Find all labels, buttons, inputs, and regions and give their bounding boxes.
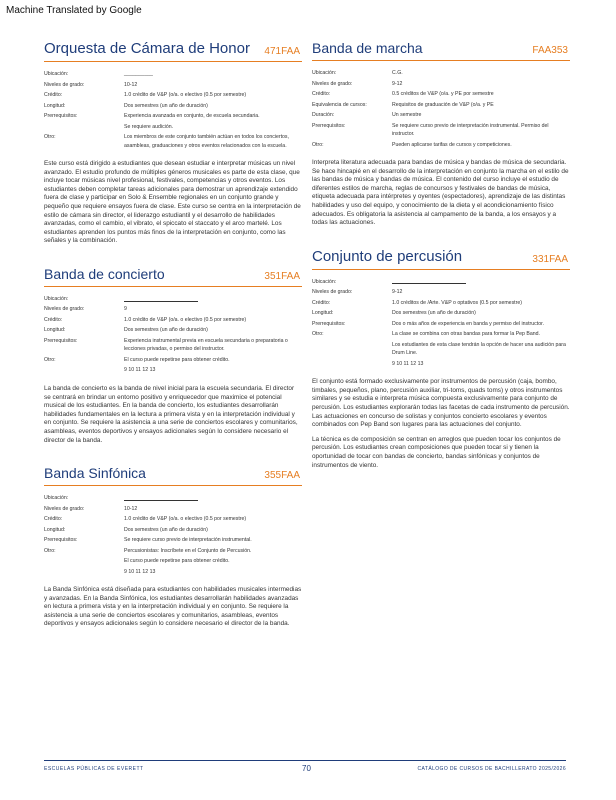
course-header (44, 457, 302, 486)
detail-label: Ubicación: (44, 71, 69, 77)
detail-row (312, 330, 570, 339)
detail-row (44, 305, 302, 314)
detail-label: Crédito: (312, 299, 331, 306)
course-description: La Banda Sinfónica está diseñada para estudiantes con habilidades musicales intermedias y avanzadas. En la Banda Sinfónica, los estudiantes desarrollarán habilidades avanzadas en lectura a primera vista y en la interpretación individual y en conjunto. Se requiere la asistencia a una serie de conciertos escolares y comunitarios, asambleas, eventos deportivos y ensayos adicionales según lo considere necesario el director de la banda. (44, 586, 302, 628)
course-description: La banda de concierto es la banda de nivel inicial para la escuela secundaria. El director se centrará en brindar un entorno positivo y enriquecedor que maximice el potencial musical de los estudiantes. En la banda de concierto, los estudiantes desarrollarán habilidades fundamentales en la lectura a primera vista y en la interpretación individual y en conjunto. Se requiere la asistencia a una serie de conciertos escolares y comunitarios, asambleas, eventos deportivos y ensayos adicionales según lo considere necesario el director de la banda. (44, 384, 298, 444)
detail-row (312, 299, 570, 308)
detail-value: 9 (124, 306, 127, 313)
course-section (312, 240, 570, 470)
detail-label: Ubicación: (312, 278, 337, 285)
detail-row (44, 295, 302, 304)
detail-value: 10-12 (124, 81, 138, 88)
course-section (312, 32, 570, 228)
blank-line (124, 296, 198, 302)
footer-district: ESCUELAS PÚBLICAS DE EVERETT (44, 766, 144, 772)
detail-label: Crédito: (44, 92, 63, 98)
detail-label: Niveles de grado: (312, 80, 353, 87)
footer-page-number: 70 (302, 764, 311, 773)
detail-value: 9-12 (392, 80, 403, 87)
detail-row (44, 366, 302, 375)
detail-value: Pueden aplicarse tarifas de cursos y competiciones. (392, 141, 512, 148)
detail-row (312, 69, 570, 78)
detail-value: 1.0 crédito de V&P (o/a. o electivo (0.5 por semestre) (124, 92, 247, 98)
detail-label: Otro: (44, 356, 56, 363)
course-title: Orquesta de Cámara de Honor (44, 40, 250, 57)
detail-row (312, 80, 570, 89)
detail-value: 1.0 crédito de V&P (o/a. o electivo (0.5 por semestre) (124, 316, 247, 323)
detail-label (44, 366, 124, 375)
detail-value: Percusionistas: Inscríbete en el Conjunto de Percusión. (124, 547, 252, 554)
detail-label: Crédito: (312, 91, 331, 97)
detail-value: El curso puede repetirse para obtener crédito. (124, 356, 230, 363)
banner-text: Machine Translated by Google (6, 5, 142, 16)
course-section (44, 32, 302, 246)
detail-value (124, 494, 302, 503)
detail-value: Experiencia instrumental previa en escuela secundaria o preparatoria o lecciones privadas, o permiso del instructor. (124, 337, 288, 353)
detail-label: Ubicación: (44, 495, 69, 502)
detail-row (312, 309, 570, 318)
detail-row (44, 526, 302, 535)
detail-label: Niveles de grado: (44, 81, 85, 88)
blank-line (124, 495, 198, 501)
detail-label: Otro: (312, 331, 324, 338)
detail-row (44, 81, 302, 90)
detail-value: La clase se combina con otras bandas para formar la Pep Band. (392, 331, 540, 338)
detail-row (44, 133, 302, 150)
right-column (312, 32, 570, 482)
detail-value (124, 295, 302, 304)
course-section (44, 457, 302, 629)
detail-row (44, 112, 302, 121)
detail-value: 0.5 créditos de V&P (o/a. y PE por semestre (392, 91, 494, 97)
detail-label: Prerrequisitos: (312, 122, 346, 129)
course-header (312, 32, 570, 61)
detail-row (312, 360, 570, 369)
course-header (44, 258, 302, 287)
detail-value: Experiencia avanzada en conjunto, de escuela secundaria. (124, 113, 260, 119)
course-header (44, 32, 302, 62)
detail-value: El curso puede repetirse para obtener crédito. (124, 558, 230, 565)
detail-value: 9-12 (392, 289, 403, 296)
detail-label: Ubicación: (44, 295, 69, 302)
detail-value: 10-12 (124, 505, 138, 512)
course-title: Banda de concierto (44, 265, 165, 282)
detail-value: Un semestre (392, 112, 422, 118)
detail-value: Dos o más años de experiencia en banda y permiso del instructor. (392, 320, 544, 327)
detail-value: 9 10 11 12 13 (124, 367, 156, 374)
detail-row (44, 494, 302, 503)
detail-label: Niveles de grado: (44, 505, 85, 512)
detail-label: Equivalencia de cursos: (312, 101, 367, 108)
detail-row (44, 356, 302, 365)
footer-catalog: CATÁLOGO DE CURSOS DE BACHILLERATO 2025/2026 (417, 766, 566, 772)
detail-value (392, 278, 570, 287)
detail-row (44, 337, 302, 354)
detail-label: Longitud: (44, 526, 66, 533)
detail-row (44, 505, 302, 514)
course-code: 471FAA (264, 46, 300, 57)
detail-row (44, 515, 302, 524)
blank-line (392, 278, 466, 284)
detail-label: Longitud: (312, 310, 334, 317)
course-details (44, 486, 302, 582)
detail-value: Los estudiantes de esta clase tendrán la opción de hacer una audición para Drum Line. (392, 341, 566, 357)
detail-value: 9 10 11 12 13 (124, 568, 156, 575)
detail-value: Se requiere curso previo de interpretación instrumental. Permiso del instructor. (392, 122, 549, 137)
detail-row (44, 102, 302, 111)
detail-row (312, 141, 570, 150)
detail-value: Requisitos de graduación de V&P (o/a. y PE (392, 101, 494, 108)
course-code: 351FAA (264, 270, 300, 282)
detail-row (312, 101, 570, 110)
course-description: Este curso está dirigido a estudiantes que desean estudiar e interpretar músicas un nivel avanzado. El estudio profundo de múltiples géneros musicales es parte de esta clase, que incluye tocar músicas nivel profesional, festivales, competencias y otros eventos. Los estudiantes deben completar tareas adicionales para demostrar un aprendizaje extendido fuera de clase y participar en Solo & Ensemble regionales en un conjunto grande y pequeño que requiere ensayos fuera de clase. Este curso se centra en la interpretación de estilo de cámara sin director, el liderazgo estudiantil y el desarrollo de habilidades avanzadas, como el cambio, el vibrato, el spiccato el staccato y el arco martelé. Los estudiantes aprenden los puntos más finos de la interpretación en conjunto, como las señales y la combinación. (44, 160, 301, 245)
page-footer (44, 760, 566, 773)
detail-value: Se requiere curso previo de interpretación instrumental. (124, 537, 252, 544)
detail-row (312, 122, 570, 139)
detail-label (312, 341, 392, 358)
course-header (312, 240, 570, 270)
detail-label: Duración: (312, 112, 335, 118)
detail-row (312, 288, 570, 297)
detail-label: Longitud: (44, 327, 66, 334)
detail-row (44, 547, 302, 556)
detail-label: Prerrequisitos: (44, 537, 78, 544)
detail-label: Niveles de grado: (44, 306, 85, 313)
course-title: Banda de marcha (312, 40, 423, 56)
detail-label (44, 123, 124, 132)
detail-row (312, 320, 570, 329)
course-title: Conjunto de percusión (312, 247, 463, 265)
detail-value: Se requiere audición. (124, 123, 174, 130)
detail-row (44, 316, 302, 325)
detail-value: Dos semestres (un año de duración) (124, 327, 208, 334)
detail-row (44, 557, 302, 566)
course-details (44, 287, 302, 381)
course-details (312, 61, 570, 155)
left-column (44, 32, 302, 641)
detail-row (312, 278, 570, 287)
detail-value: C.G. (392, 70, 403, 76)
detail-value: Dos semestres (un año de duración) (124, 102, 208, 109)
detail-row (44, 123, 302, 132)
detail-value: 1.0 crédito de V&P (o/a. o electivo (0.5 por semestre) (124, 516, 247, 523)
detail-label (44, 568, 124, 577)
detail-row (44, 70, 302, 79)
course-description: El conjunto está formado exclusivamente por instrumentos de percusión (caja, bombo, timbales, pequeños, plano, percusión auxiliar, tri-toms, quads toms) y otros instrumentos similares y se estudia e interpreta música compuesta exclusivamente para conjunto de percusión. Los estudiantes explorarán todas las facetas de cada instrumento de percusión. Las actuaciones en concurso de solistas y conjuntos concierto escolares y eventos combinados con Pep Band son lugares para las actuaciones del conjunto. (312, 378, 570, 429)
detail-label: Otro: (44, 547, 56, 554)
detail-value: __________ (124, 71, 153, 77)
detail-label: Niveles de grado: (312, 289, 353, 296)
detail-label: Otro: (312, 141, 324, 148)
detail-label: Prerrequisitos: (44, 113, 78, 119)
detail-row (44, 326, 302, 335)
detail-row (44, 568, 302, 577)
course-code: 355FAA (264, 470, 300, 482)
course-code: FAA353 (532, 45, 568, 56)
detail-label: Prerrequisitos: (312, 320, 346, 327)
course-section (44, 258, 302, 445)
detail-label: Otro: (44, 134, 56, 140)
detail-label (312, 360, 392, 369)
detail-row (312, 341, 570, 358)
course-description-extra: La técnica es de composición se centran en arreglos que pueden tocar los conjuntos de percusión. Los estudiantes crean composiciones que pueden tocar si y tienen la oportunidad de tocar con bandas de concierto, bandas sinfónicas y conjuntos de instrumentos de viento. (312, 435, 561, 469)
detail-label: Crédito: (44, 516, 63, 523)
detail-row (312, 111, 570, 120)
course-details (312, 270, 570, 375)
detail-value: Dos semestres (un año de duración) (124, 526, 208, 533)
detail-value: Dos semestres (un año de duración) (392, 310, 476, 317)
course-title: Banda Sinfónica (44, 465, 146, 482)
detail-row (44, 536, 302, 545)
detail-label: Longitud: (44, 102, 66, 109)
course-description: Interpreta literatura adecuada para bandas de música y bandas de música de secundaria. Se hace hincapié en el desarrollo de la interpretación en conjunto la marcha en el estilo de las bandas de música y bandas de música. El contenido del curso incluye el estudio de diferentes estilos de marcha, reglas de concursos y festivales de bandas de música, etiqueta adecuada para intérpretes y oyentes (espectadores), aprendizaje de las distintas habilidades y uso del equipo, y conocimiento de la dieta y el acondicionamiento físico adecuados. Es obligatoria la asistencia al campamento de la banda, a los ensayos y a todas las actuaciones. (312, 159, 569, 227)
detail-value: 9 10 11 12 13 (392, 360, 424, 367)
detail-label: Crédito: (44, 316, 63, 323)
detail-label: Ubicación: (312, 70, 337, 76)
course-code: 331FAA (532, 253, 568, 265)
translation-banner (0, 0, 616, 24)
course-details (44, 62, 302, 156)
detail-row (312, 90, 570, 99)
detail-label: Prerrequisitos: (44, 337, 78, 344)
detail-value: 1.0 créditos de /Arte. V&P o optativos (0.5 por semestre) (392, 299, 522, 306)
detail-value: Los miembros de este conjunto también actúan en todos los conciertos, asambleas, graduaciones y otros eventos relacionados con la escuela. (124, 134, 289, 149)
detail-label (44, 557, 124, 566)
detail-row (44, 91, 302, 100)
